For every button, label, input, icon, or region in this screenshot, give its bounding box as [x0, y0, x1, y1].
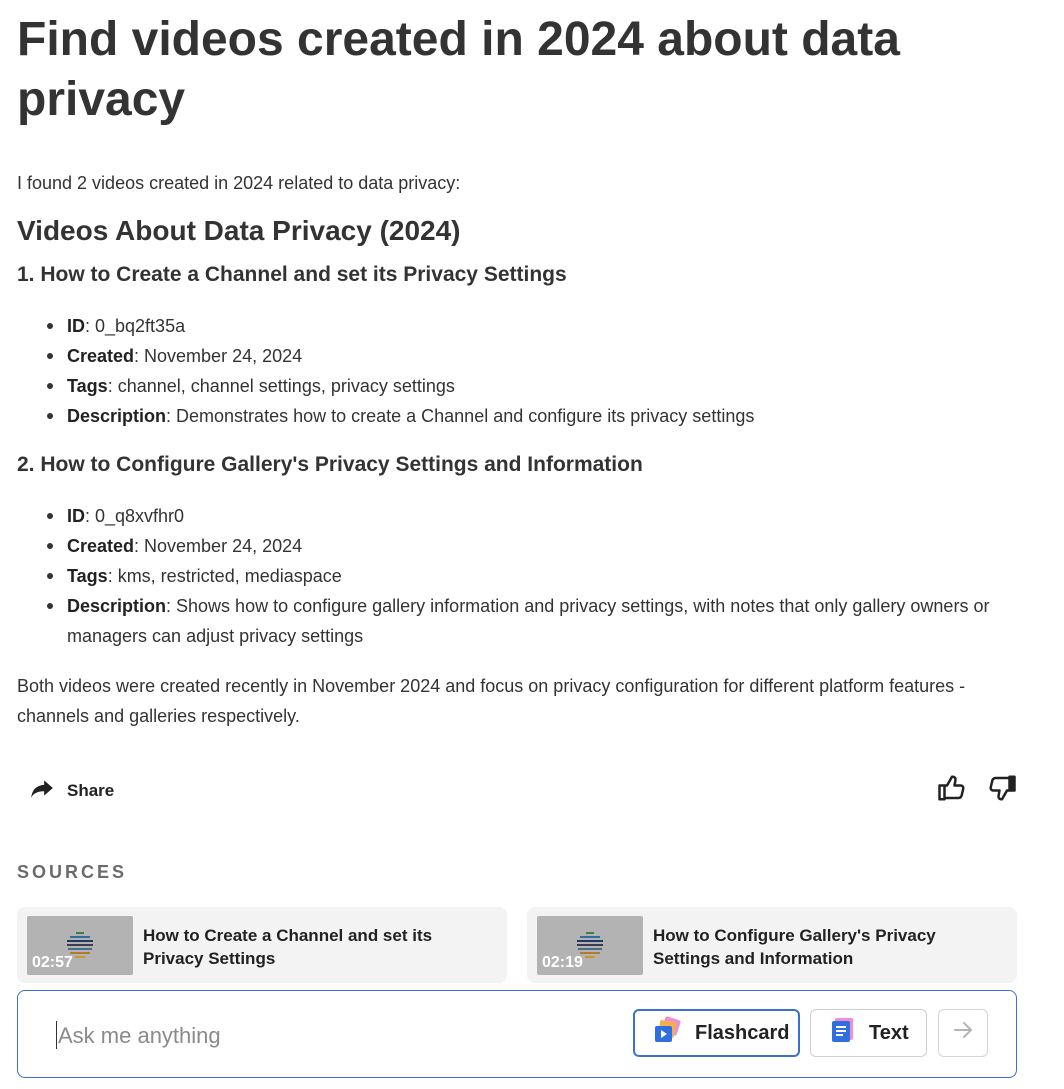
document-icon: [829, 1016, 857, 1050]
field-value: : November 24, 2024: [134, 346, 303, 366]
field-label: Created: [67, 346, 135, 366]
video-2-heading: 2. How to Configure Gallery's Privacy Settings and Information: [17, 453, 643, 476]
share-label: Share: [67, 780, 115, 800]
chat-composer: [17, 990, 1017, 1078]
share-button[interactable]: [29, 775, 114, 806]
list-item: [67, 401, 1017, 431]
list-item: [67, 341, 1017, 371]
ask-input[interactable]: [56, 1019, 580, 1053]
send-button[interactable]: [938, 1009, 988, 1057]
source-title: How to Create a Channel and set its Privacy Settings: [143, 926, 433, 968]
field-label: Description: [67, 596, 167, 616]
field-label: Tags: [67, 566, 108, 586]
page-title: Find videos created in 2024 about data privacy: [17, 13, 900, 126]
source-card[interactable]: [17, 907, 507, 983]
field-label: Created: [67, 536, 135, 556]
video-1-heading: 1. How to Create a Channel and set its Privacy Settings: [17, 263, 567, 286]
flashcard-icon: [653, 1016, 683, 1050]
video-1-details: [17, 311, 1017, 431]
list-item: [67, 311, 1017, 341]
text-label: Text: [869, 1021, 909, 1044]
list-item: [67, 561, 1017, 591]
thumbs-down-icon[interactable]: [987, 773, 1017, 808]
list-item: [67, 501, 1017, 531]
list-item: [67, 371, 1017, 401]
source-title: How to Configure Gallery's Privacy Settings and Information: [653, 926, 936, 968]
text-button[interactable]: [810, 1009, 927, 1057]
field-value: : 0_q8xvfhr0: [85, 506, 185, 526]
field-value: : Shows how to configure gallery information and privacy settings, with notes that only gallery owners or managers can adjust privacy settings: [67, 596, 990, 646]
intro-text: I found 2 videos created in 2024 related to data privacy:: [17, 173, 461, 193]
arrow-right-icon: [952, 1019, 974, 1047]
video-thumbnail: [537, 916, 643, 975]
field-label: ID: [67, 316, 85, 336]
list-item: [67, 531, 1017, 561]
thumbs-up-icon[interactable]: [937, 773, 967, 808]
field-label: Tags: [67, 376, 108, 396]
field-value: : Demonstrates how to create a Channel and configure its privacy settings: [166, 406, 755, 426]
field-value: : 0_bq2ft35a: [85, 316, 186, 336]
summary-text: Both videos were created recently in November 2024 and focus on privacy configuration for different platform features - channels and galleries respectively.: [17, 676, 966, 726]
list-item: [67, 591, 1017, 651]
field-value: : channel, channel settings, privacy settings: [107, 376, 455, 396]
sources-label: SOURCES: [17, 862, 128, 882]
video-thumbnail: [27, 916, 133, 975]
video-2-details: [17, 501, 1017, 651]
video-duration: 02:57: [32, 954, 73, 971]
share-icon: [29, 775, 55, 806]
feedback-buttons: [937, 773, 1017, 808]
field-label: Description: [67, 406, 167, 426]
video-duration: 02:19: [542, 954, 583, 971]
source-card[interactable]: [527, 907, 1017, 983]
field-value: : November 24, 2024: [134, 536, 303, 556]
flashcard-button[interactable]: [633, 1009, 800, 1057]
field-value: : kms, restricted, mediaspace: [107, 566, 342, 586]
section-heading: Videos About Data Privacy (2024): [17, 215, 461, 246]
field-label: ID: [67, 506, 85, 526]
flashcard-label: Flashcard: [695, 1021, 790, 1044]
